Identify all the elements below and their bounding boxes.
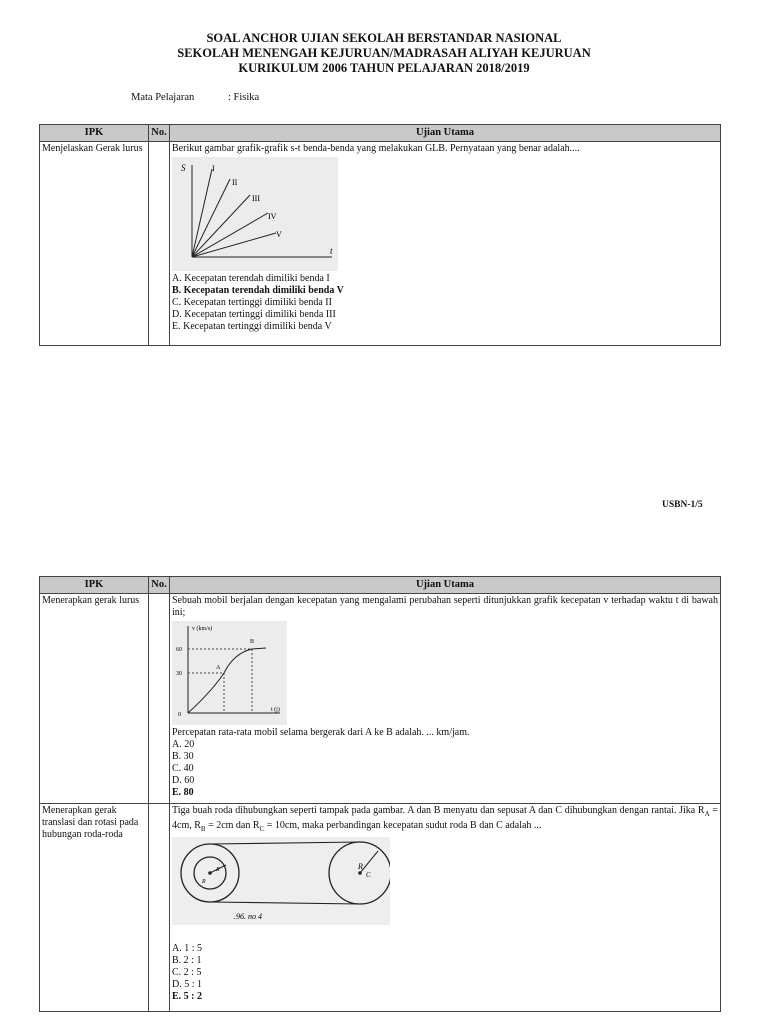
- option-a: A. 1 : 5: [172, 943, 202, 954]
- line-label-5: V: [276, 230, 282, 239]
- rc-label: R: [358, 862, 363, 871]
- header-no: No.: [149, 577, 170, 594]
- no-cell: [149, 804, 170, 1012]
- option-e-correct: E. 5 : 2: [172, 991, 202, 1002]
- line-label-1: I: [212, 164, 215, 173]
- axis-t-label: t: [330, 246, 333, 256]
- option-d: D. 5 : 1: [172, 979, 202, 990]
- question-text: Tiga buah roda dihubungkan seperti tampak pada gambar. A dan B menyatu dan sepusat A dan C dihubungkan dengan rantai. Jika $R_A = 4cm$, $R_B = 2cm$ dan $R_C = 10cm$, maka perbandingan kecepatan sudut roda B dan C adalah ...: [172, 805, 718, 833]
- option-e-correct: E. 80: [172, 787, 194, 798]
- rb-label: R: [202, 879, 206, 885]
- header-ujian: Ujian Utama: [170, 577, 721, 594]
- option-a: A. Kecepatan terendah dimiliki benda I: [172, 273, 330, 284]
- doc-title-line3: KURIKULUM 2006 TAHUN PELAJARAN 2018/2019: [238, 61, 530, 75]
- header-no: No.: [149, 125, 170, 142]
- wheels-figure: [172, 837, 390, 925]
- tick-30: 30: [176, 671, 182, 677]
- question-text: Sebuah mobil berjalan dengan kecepatan yang mengalami perubahan seperti ditunjukkan grafik kecepatan v terhadap waktu t di bawah ini;: [172, 595, 718, 618]
- no-cell: [149, 594, 170, 804]
- option-c: C. 40: [172, 763, 194, 774]
- vt-graph-figure: [172, 621, 287, 725]
- header-ipk: IPK: [40, 125, 149, 142]
- ipk-cell: Menerapkan gerak translasi dan rotasi pada hubungan roda-roda: [40, 804, 149, 1012]
- c-label: C: [366, 871, 371, 879]
- ipk-cell: Menjelaskan Gerak lurus: [40, 142, 149, 346]
- question-row-3: [40, 804, 721, 1012]
- ipk-cell: Menerapkan gerak lurus: [40, 594, 149, 804]
- doc-title-line2: SEKOLAH MENENGAH KEJURUAN/MADRASAH ALIYAH KEJURUAN: [177, 46, 591, 60]
- axis-v-label: v (km/s): [192, 626, 213, 632]
- ra-label: R: [216, 867, 220, 873]
- option-d: D. Kecepatan tertinggi dimiliki benda III: [172, 309, 336, 320]
- question-cell: [170, 804, 721, 1012]
- handwritten-note: .96. no 4: [234, 912, 262, 921]
- header-ipk: IPK: [40, 577, 149, 594]
- header-ujian: Ujian Utama: [170, 125, 721, 142]
- axis-s-label: S: [181, 163, 186, 173]
- spacer: [172, 927, 718, 943]
- option-b-correct: B. Kecepatan terendah dimiliki benda V: [172, 285, 344, 296]
- question-table-1: [39, 124, 721, 346]
- no-cell: [149, 142, 170, 346]
- page-footer: USBN-1/5: [662, 500, 703, 510]
- subject-row: [131, 92, 260, 103]
- tick-60: 60: [176, 647, 182, 653]
- option-e: E. Kecepatan tertinggi dimiliki benda V: [172, 321, 332, 332]
- subject-label: Mata Pelajaran: [131, 92, 195, 103]
- question-row-2: [40, 594, 721, 804]
- line-label-2: II: [232, 178, 238, 187]
- option-c: C. 2 : 5: [172, 967, 202, 978]
- doc-title-line1: SOAL ANCHOR UJIAN SEKOLAH BERSTANDAR NASIONAL: [206, 31, 562, 45]
- option-b: B. 30: [172, 751, 194, 762]
- tick-0: 0: [178, 712, 181, 718]
- point-b-label: B: [250, 639, 255, 645]
- question-cell: [170, 594, 721, 804]
- st-graph-figure: [172, 157, 338, 271]
- option-b: B. 2 : 1: [172, 955, 202, 966]
- option-a: A. 20: [172, 739, 195, 750]
- question-table-2: [39, 576, 721, 1012]
- line-label-3: III: [252, 194, 260, 203]
- question-row-1: [40, 142, 721, 346]
- point-a-label: A: [216, 665, 221, 671]
- axis-t-label: t (j): [271, 707, 280, 713]
- line-label-4: IV: [268, 212, 277, 221]
- subject-value: : Fisika: [228, 92, 260, 103]
- question-prompt: Percepatan rata-rata mobil selama bergerak dari A ke B adalah. ... km/jam.: [172, 727, 470, 738]
- question-cell: [170, 142, 721, 346]
- option-d: D. 60: [172, 775, 195, 786]
- option-c: C. Kecepatan tertinggi dimiliki benda II: [172, 297, 332, 308]
- question-text: Berikut gambar grafik-grafik s-t benda-benda yang melakukan GLB. Pernyataan yang benar adalah....: [172, 143, 580, 154]
